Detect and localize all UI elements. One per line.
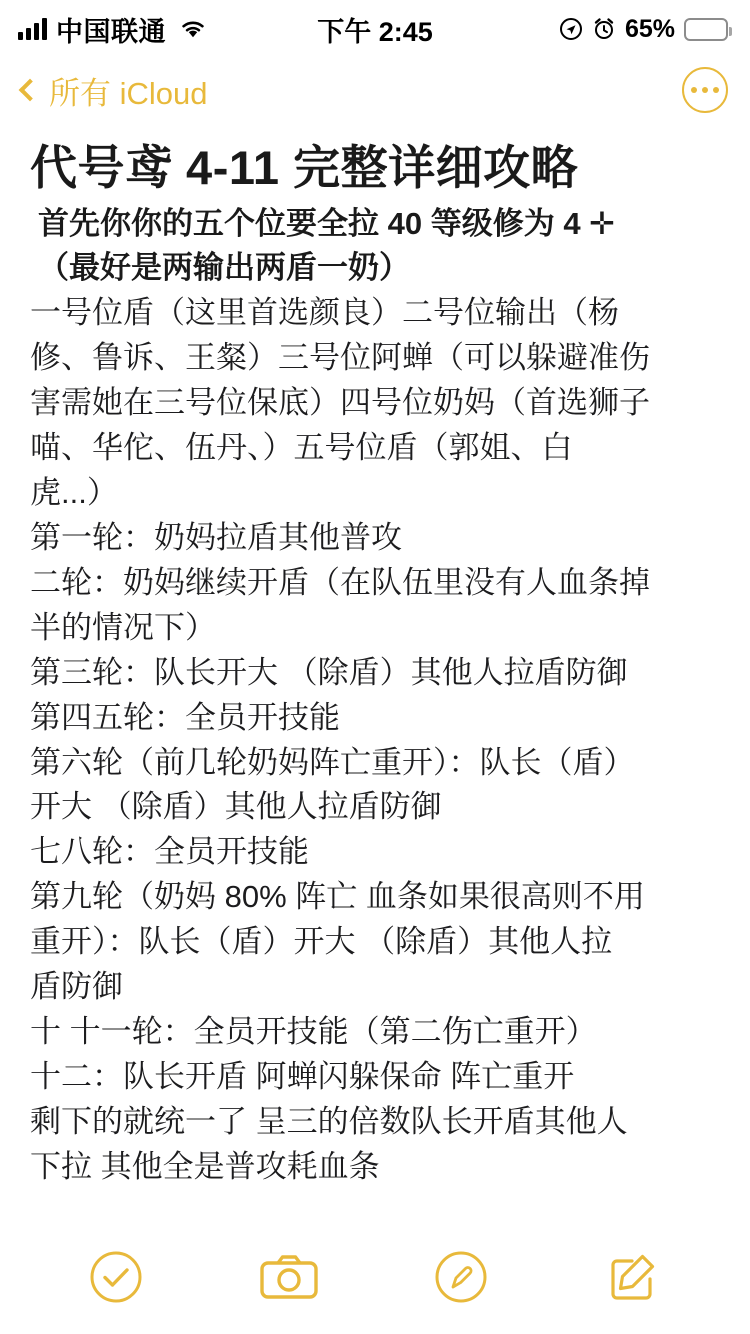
status-bar	[0, 0, 750, 58]
location-services-icon	[559, 17, 583, 41]
note-content[interactable]	[0, 122, 750, 1238]
note-body-line: 二轮：奶妈继续开盾（在队伍里没有人血条掉	[30, 564, 650, 600]
note-body-line: 半的情况下）	[30, 609, 216, 645]
note-body-line: 第一轮：奶妈拉盾其他普攻	[30, 519, 402, 555]
note-subtitle-line-1: （最好是两输出两盾一奶）	[38, 250, 410, 286]
battery-charging-icon: ⚡	[684, 18, 728, 41]
carrier-label: 中国联通	[56, 16, 166, 47]
note-body-line: 喵、华佗、伍丹、）五号位盾（郭姐、白	[30, 429, 573, 465]
battery-percent-label: 65%	[624, 14, 675, 43]
note-body-line: 虎...）	[30, 474, 118, 510]
note-body-line: 十二：队长开盾 阿蝉闪躲保命 阵亡重开	[30, 1059, 575, 1095]
compose-new-note-icon[interactable]	[603, 1246, 665, 1308]
back-button-label: 所有 iCloud	[49, 75, 208, 111]
note-title: 代号鸢 4-11 完整详细攻略	[30, 141, 579, 194]
note-toolbar	[0, 1238, 750, 1334]
note-body-line: 剩下的就统一了 呈三的倍数队长开盾其他人	[30, 1104, 628, 1140]
note-body-line: 盾防御	[30, 969, 123, 1005]
note-body-line: 一号位盾（这里首选颜良）二号位输出（杨	[30, 295, 619, 331]
signal-bars-icon	[18, 18, 47, 40]
note-body-line: 开大 （除盾）其他人拉盾防御	[30, 789, 442, 825]
note-body-line: 修、鲁诉、王粲）三号位阿蝉（可以躲避准伤	[30, 340, 650, 376]
wifi-icon	[179, 18, 207, 40]
navigation-bar	[0, 58, 750, 122]
more-options-icon[interactable]	[682, 67, 728, 113]
note-body-line: 第三轮：队长开大 （除盾）其他人拉盾防御	[30, 654, 628, 690]
status-bar-right	[559, 15, 728, 44]
note-body-line: 十 十一轮：全员开技能（第二伤亡重开）	[30, 1014, 597, 1050]
note-body-line: 重开）：队长（盾）开大 （除盾）其他人拉	[30, 924, 613, 960]
note-body-line: 害需她在三号位保底）四号位奶妈（首选狮子	[30, 385, 650, 421]
note-body-line: 第六轮（前几轮奶妈阵亡重开）：队长（盾）	[30, 744, 635, 780]
note-body-line: 七八轮：全员开技能	[30, 834, 309, 870]
note-body-line: 下拉 其他全是普攻耗血条	[30, 1148, 380, 1184]
note-body-line: 第九轮（奶妈 80% 阵亡 血条如果很高则不用	[30, 879, 645, 915]
alarm-clock-icon	[592, 17, 616, 41]
chevron-left-icon	[19, 79, 42, 102]
checklist-circle-icon[interactable]	[85, 1246, 147, 1308]
camera-icon[interactable]	[258, 1246, 320, 1308]
markup-pen-circle-icon[interactable]	[430, 1246, 492, 1308]
back-button[interactable]	[22, 68, 208, 113]
note-body-line: 第四五轮：全员开技能	[30, 699, 340, 735]
note-subtitle-line-0: 首先你你的五个位要全拉 40 等级修为 4 ✛	[38, 206, 616, 242]
status-bar-clock: 下午 2:45	[317, 16, 433, 47]
status-bar-left	[18, 10, 207, 49]
